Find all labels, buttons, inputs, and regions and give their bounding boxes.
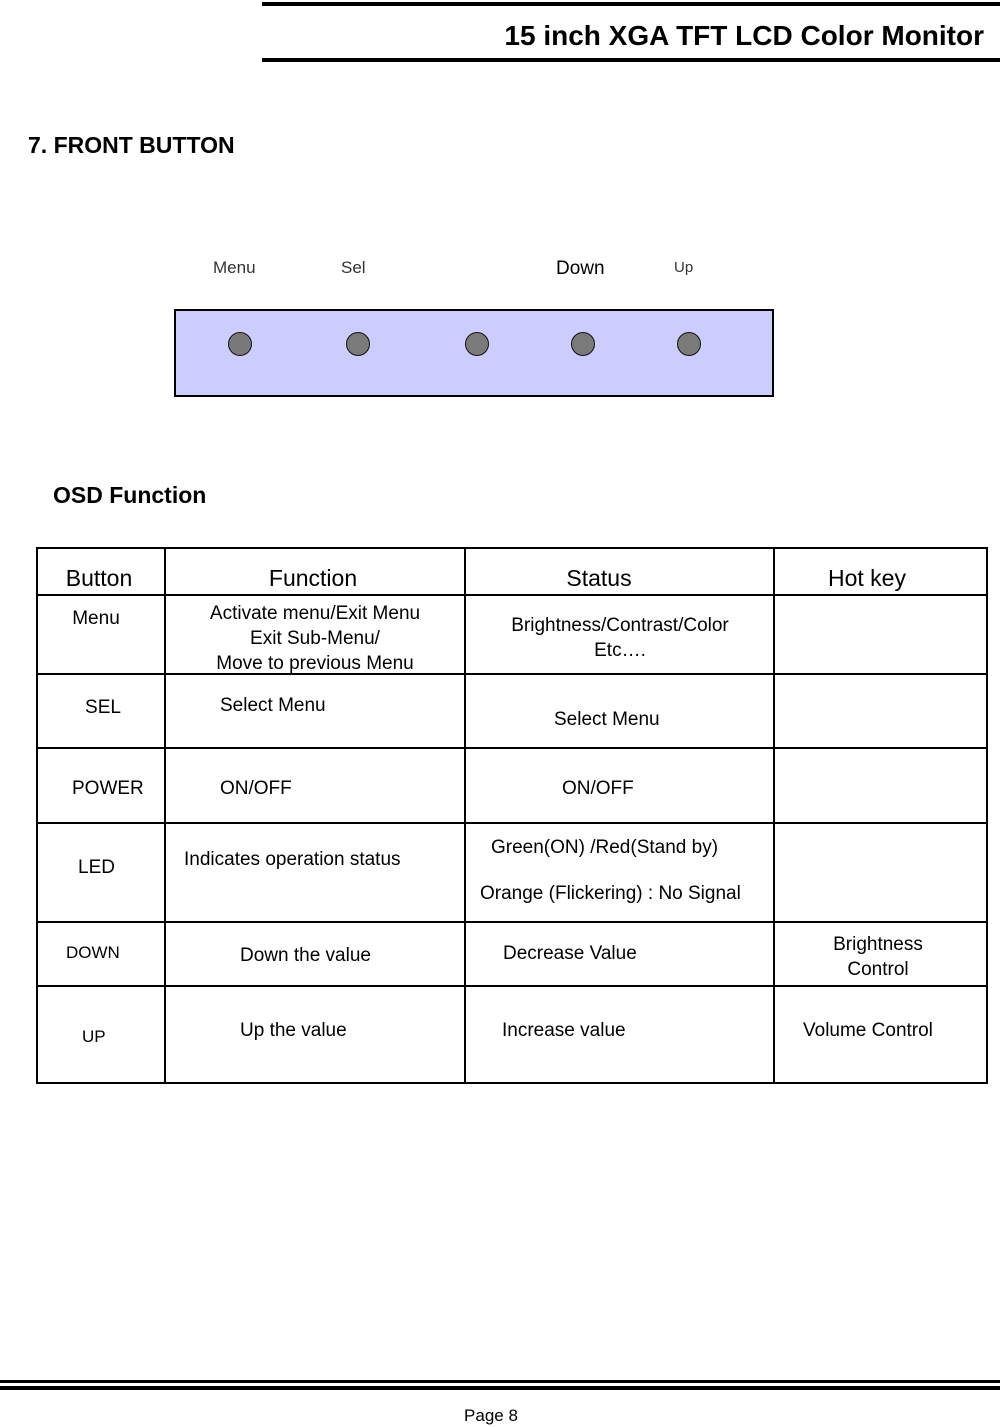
sel-button-label: Sel bbox=[341, 258, 366, 277]
row-power-button: POWER bbox=[72, 778, 144, 799]
footer-rule bbox=[0, 1386, 1000, 1390]
row-power-function: ON/OFF bbox=[220, 778, 292, 799]
row-down-hotkey bbox=[777, 932, 979, 982]
row-up-button: UP bbox=[82, 1027, 106, 1046]
down-button-label: Down bbox=[556, 258, 605, 279]
footer-rule bbox=[0, 1380, 1000, 1383]
header-top-rule bbox=[262, 2, 1000, 6]
document-title: 15 inch XGA TFT LCD Color Monitor bbox=[504, 20, 984, 51]
osd-title: OSD Function bbox=[53, 482, 207, 508]
status-line: Brightness/Contrast/Color bbox=[511, 615, 729, 636]
row-led-status-line2: Orange (Flickering) : No Signal bbox=[480, 883, 741, 904]
row-up-function: Up the value bbox=[240, 1020, 347, 1041]
power-knob bbox=[465, 332, 489, 356]
hotkey-line: Control bbox=[847, 959, 909, 980]
table-line bbox=[36, 594, 988, 596]
section-title: 7. FRONT BUTTON bbox=[28, 132, 235, 158]
row-led-button: LED bbox=[78, 857, 115, 878]
row-menu-function bbox=[166, 601, 464, 676]
status-line: Etc…. bbox=[594, 640, 646, 661]
up-button-label: Up bbox=[674, 259, 694, 276]
row-sel-status: Select Menu bbox=[554, 709, 660, 730]
row-down-function: Down the value bbox=[240, 945, 371, 966]
table-line bbox=[36, 985, 988, 987]
row-up-hotkey: Volume Control bbox=[803, 1020, 933, 1041]
table-line bbox=[36, 1082, 988, 1084]
header-bottom-rule bbox=[262, 58, 1000, 62]
row-led-status-line1: Green(ON) /Red(Stand by) bbox=[491, 837, 719, 858]
function-line: Activate menu/Exit Menu bbox=[209, 603, 421, 624]
table-line bbox=[36, 547, 988, 549]
row-sel-function: Select Menu bbox=[220, 695, 326, 716]
header-function: Function bbox=[268, 565, 358, 591]
row-menu-status bbox=[466, 613, 774, 663]
row-led-function: Indicates operation status bbox=[184, 849, 401, 870]
page-number: Page 8 bbox=[464, 1406, 518, 1425]
table-line bbox=[36, 822, 988, 824]
menu-knob bbox=[228, 332, 252, 356]
row-menu-button: Menu bbox=[72, 608, 120, 629]
table-line bbox=[36, 747, 988, 749]
sel-knob bbox=[346, 332, 370, 356]
header-hotkey: Hot key bbox=[828, 565, 906, 591]
function-line: Exit Sub-Menu/ bbox=[250, 628, 380, 649]
header-button: Button bbox=[65, 565, 133, 591]
function-line: Move to previous Menu bbox=[216, 653, 414, 674]
header-status: Status bbox=[566, 565, 632, 591]
row-power-status: ON/OFF bbox=[562, 778, 634, 799]
row-up-status: Increase value bbox=[502, 1020, 626, 1041]
row-down-button: DOWN bbox=[66, 943, 120, 962]
up-knob bbox=[677, 332, 701, 356]
down-knob bbox=[571, 332, 595, 356]
row-sel-button: SEL bbox=[85, 697, 121, 718]
table-line bbox=[986, 547, 988, 1084]
hotkey-line: Brightness bbox=[833, 934, 923, 955]
menu-button-label: Menu bbox=[213, 258, 256, 277]
table-line bbox=[36, 921, 988, 923]
row-down-status: Decrease Value bbox=[503, 943, 637, 964]
